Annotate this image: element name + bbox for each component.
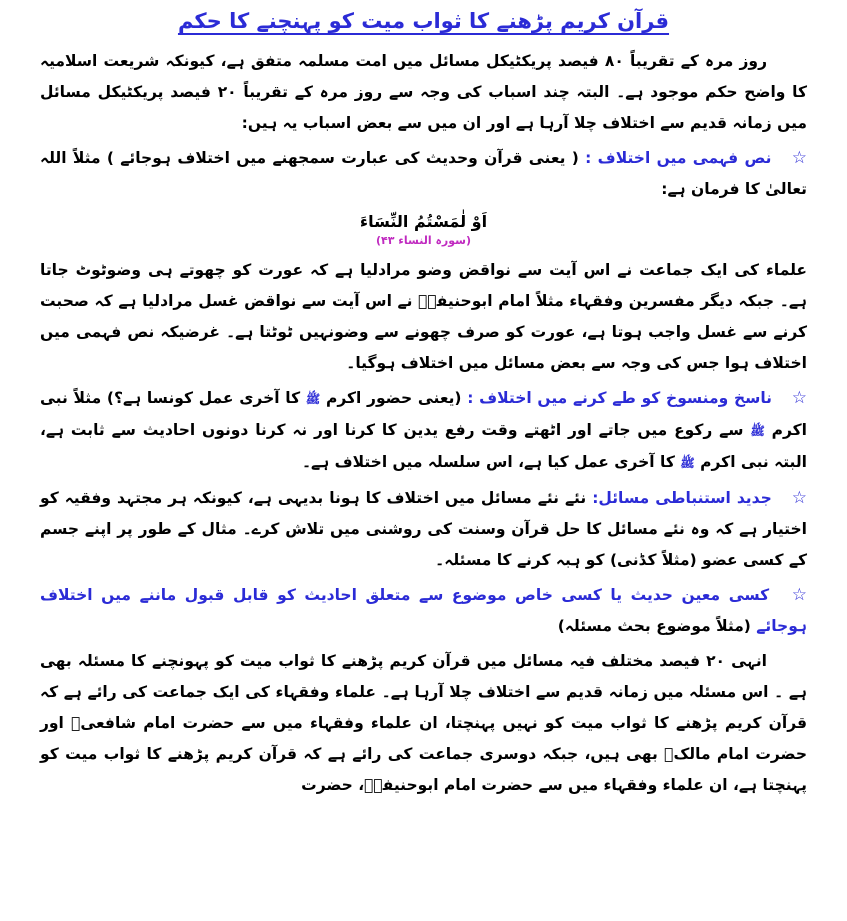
point-2-paragraph (40, 383, 807, 479)
pbuh-symbol: ﷺ (680, 456, 695, 470)
point-4-heading: کسی معین حدیث یا کسی خاص موضوع سے متعلق احادیث کو قابل قبول ماننے میں اختلاف ہوجائے (40, 586, 807, 635)
closing-paragraph: انہی ۲۰ فیصد مختلف فیہ مسائل میں قرآن کریم پڑھنے کا ثواب میت کو پہونچنے کا مسئلہ بھی ہے ۔ اس مسئلہ میں زمانہ قدیم سے اختلاف چلا آرہا ہے۔ علماء وفقہاء کی ایک جماعت کی رائے ہے کہ قرآن کریم پڑھنے کا ثواب میت کو نہیں پہنچتا، ان علماء وفقہاء میں سے حضرت امام شافعیؒ اور حضرت امام مالکؒ بھی ہیں، جبکہ دوسری جماعت کی رائے ہے کہ قرآن کریم پڑھنے کا ثواب میت کو پہنچتا ہے، ان علماء وفقہاء میں سے حضرت امام ابوحنیفہؒ، حضرت (40, 652, 807, 794)
point-3-text: نئے نئے مسائل میں اختلاف کا ہونا بدیہی ہے، کیونکہ ہر مجتہد وفقیہ کو اختیار ہے کہ وہ نئے مسائل کا حل قرآن وسنت کی روشنی میں تلاش کرے۔ مثال کے طور پر اپنے جسم کے کسی عضو (مثلاً کڈنی) کو ہبہ کرنے کا مسئلہ۔ (40, 489, 807, 569)
star-icon: ☆ (791, 585, 807, 605)
point-3-paragraph (40, 483, 807, 576)
page-title: قرآن کریم پڑھنے کا ثواب میت کو پہنچنے کا حکم (177, 9, 670, 33)
point-2-heading: ناسخ ومنسوخ کو طے کرنے میں اختلاف : (467, 389, 772, 407)
point-2-text-b: کا آخری عمل کونسا ہے؟) مثلاً نبی اکرم (40, 389, 807, 439)
star-icon: ☆ (791, 388, 807, 408)
point-4-text: (مثلاً موضوع بحث مسئلہ) (557, 617, 751, 635)
intro-paragraph: روز مرہ کے تقریباً ۸۰ فیصد پریکٹیکل مسائل میں امت مسلمہ متفق ہے، کیونکہ شریعت اسلامیہ کا واضح حکم موجود ہے۔ البتہ چند اسباب کی وجہ سے روز مرہ کے تقریباً ۲۰ فیصد پریکٹیکل مسائل میں زمانہ قدیم سے اختلاف چلا آرہا ہے اور ان میں سے بعض اسباب یہ ہیں: (40, 52, 807, 132)
verse-reference: (سورہ النساء ۴۳) (376, 234, 471, 247)
quran-verse: اَوْ لٰمَسْتُمُ النِّسَاءَ (359, 212, 488, 231)
point-2-text-a: (یعنی حضور اکرم (326, 389, 462, 407)
point-4-paragraph (40, 580, 807, 642)
star-icon: ☆ (791, 148, 808, 168)
point-2-text-c: سے رکوع میں جاتے اور اٹھتے وقت رفع یدین کا کرنا اور نہ کرنا دونوں احادیث سے ثابت ہے، البتہ نبی اکرم (40, 421, 807, 471)
point-3-heading: جدید استنباطی مسائل: (592, 489, 772, 507)
star-icon: ☆ (791, 488, 807, 508)
point-1-heading: نص فہمی میں اختلاف : (585, 149, 772, 167)
point-2-text-d: کا آخری عمل کیا ہے، اس سلسلہ میں اختلاف ہے۔ (301, 453, 675, 471)
point-1-paragraph (40, 143, 807, 205)
pbuh-symbol: ﷺ (750, 424, 765, 438)
point-1-body: علماء کی ایک جماعت نے اس آیت سے نواقض وضو مرادلیا ہے کہ عورت کو چھوتے ہی وضوٹوٹ جاتا ہے۔ جبکہ دیگر مفسرین وفقہاء مثلاً امام ابوحنیفہؒ نے اس آیت سے نواقض غسل مرادلیا ہے کہ صحبت کرنے سے غسل واجب ہوتا ہے، عورت کو صرف چھونے سے وضونہیں ٹوٹتا ہے۔ غرضیکہ نص فہمی میں اختلاف ہوا جس کی وجہ سے بعض مسائل میں اختلاف ہوگیا۔ (40, 261, 807, 372)
pbuh-symbol: ﷺ (305, 392, 321, 406)
point-1-text: ( یعنی قرآن وحدیث کی عبارت سمجھنے میں اختلاف ہوجائے ) مثلاً اللہ تعالیٰ کا فرمان ہے: (40, 149, 807, 198)
